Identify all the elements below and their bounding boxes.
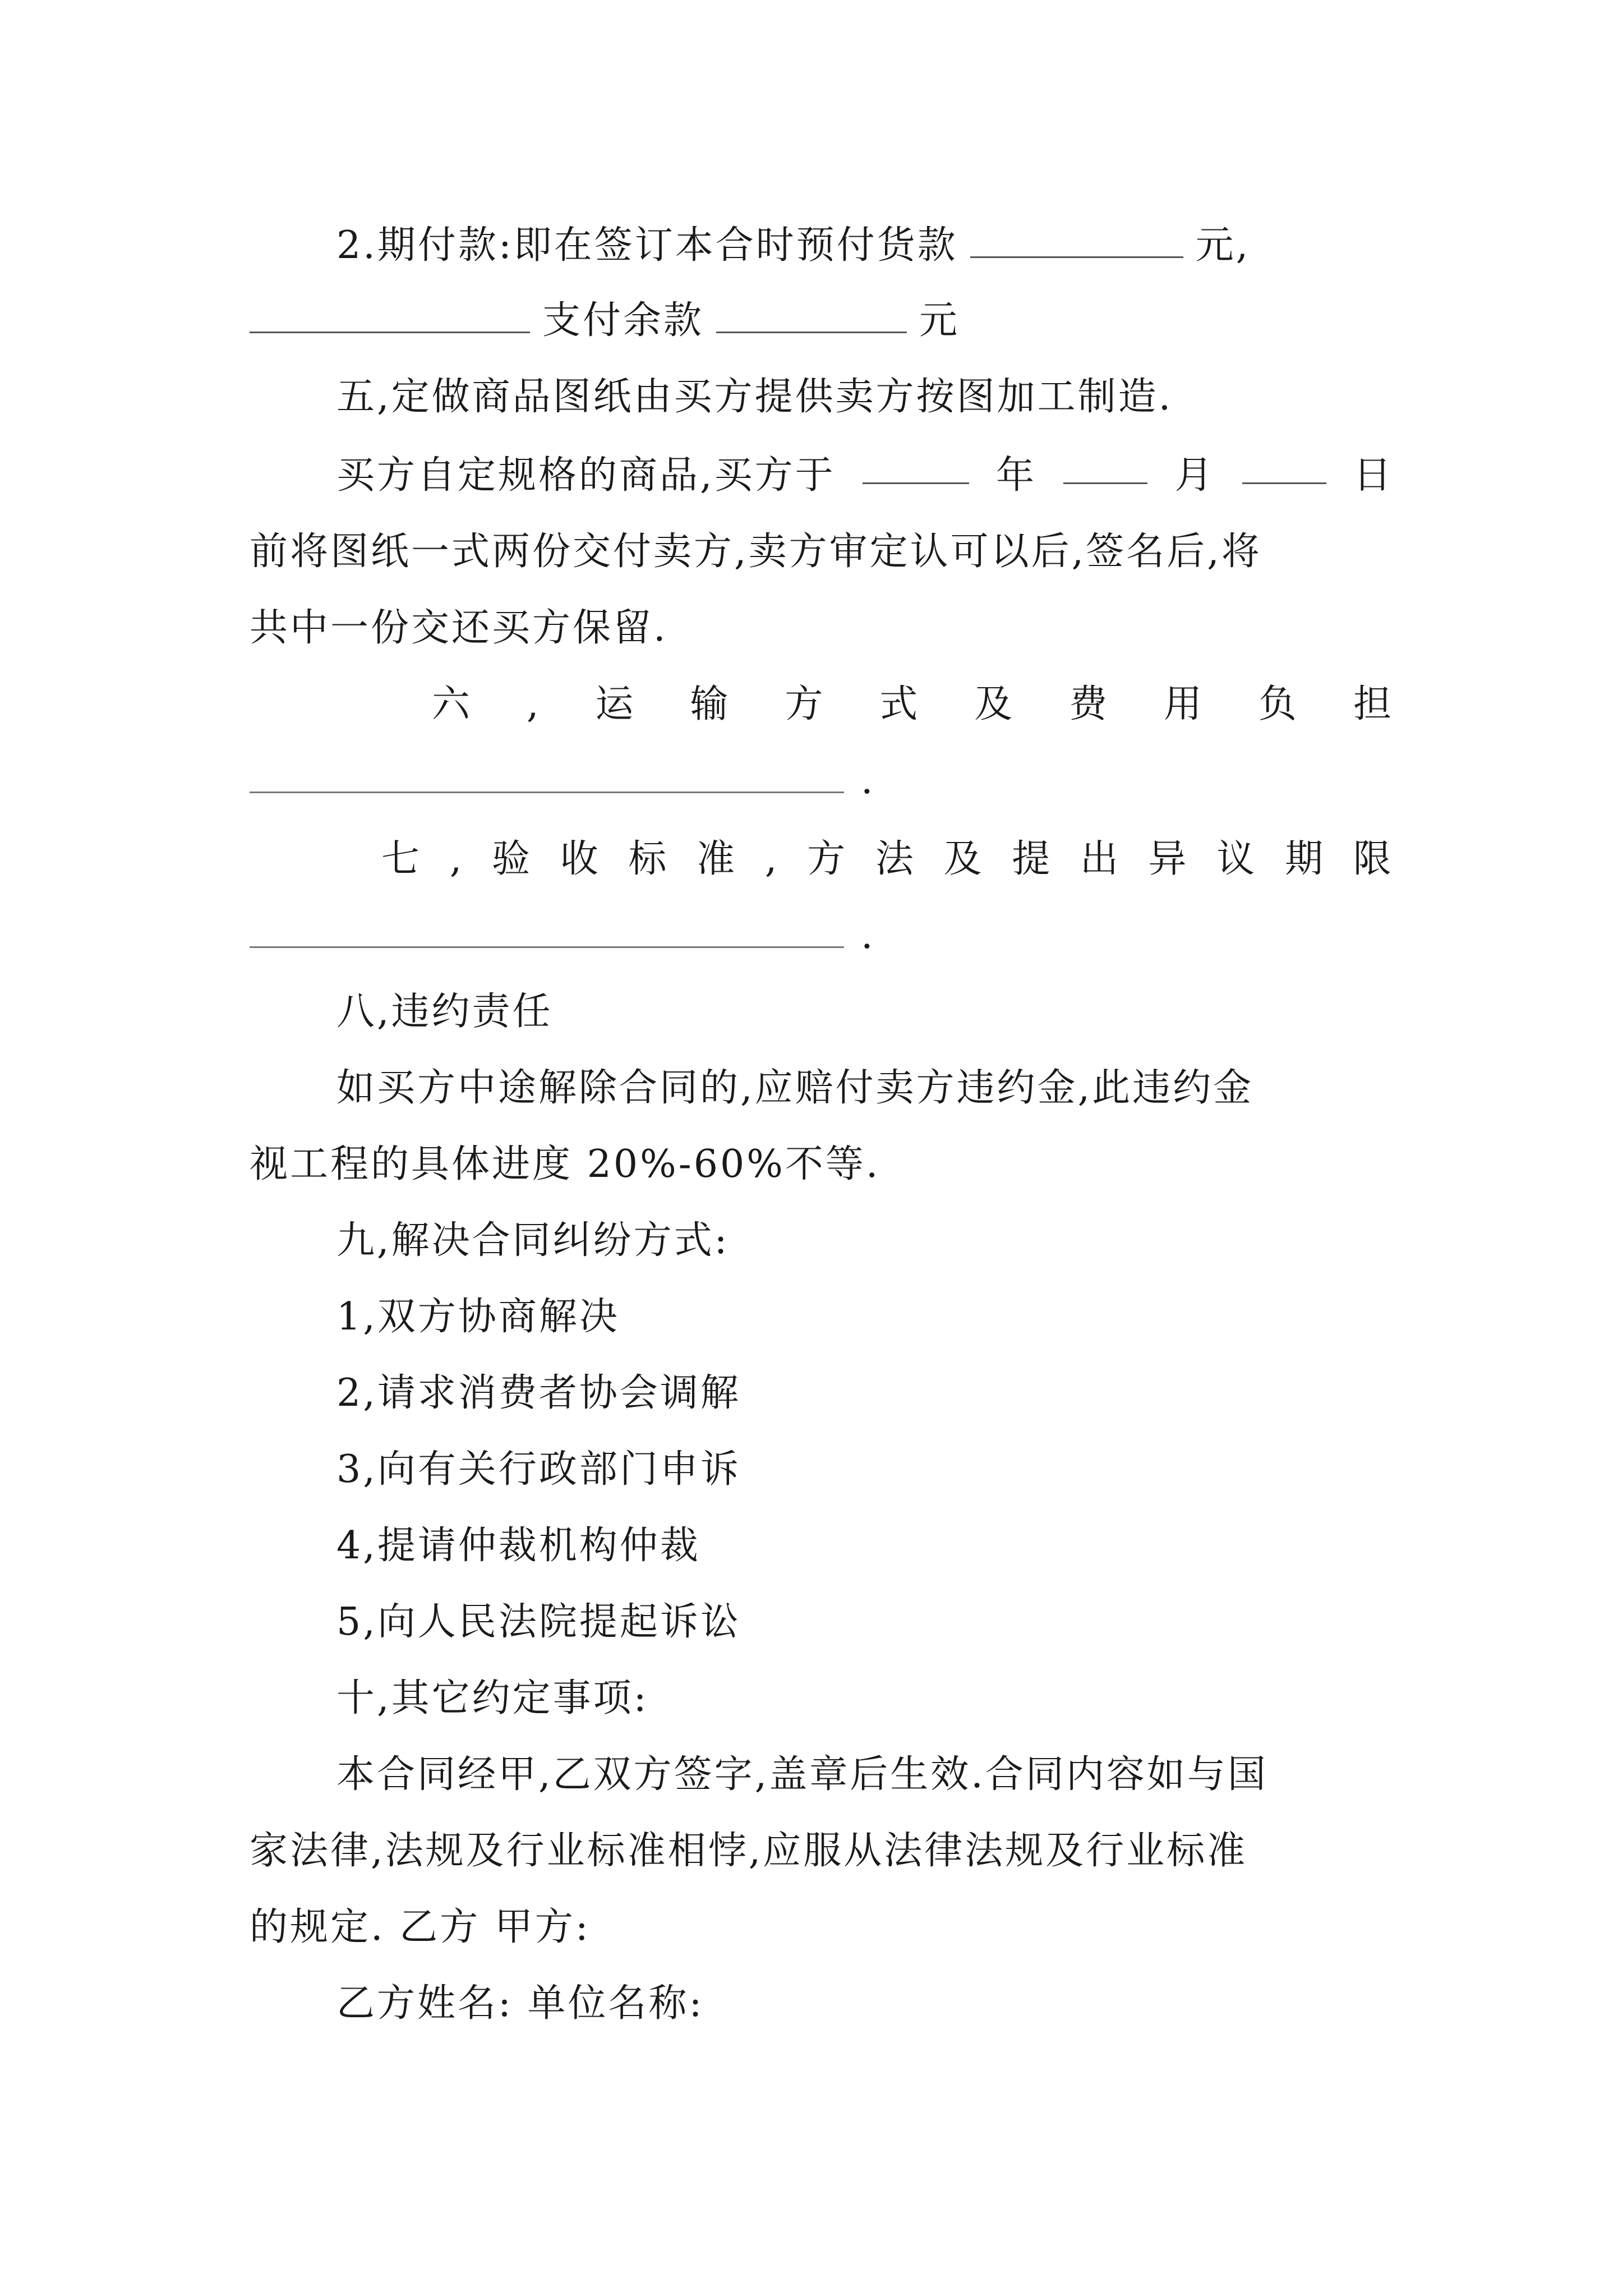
- month-label: 月: [1174, 453, 1215, 498]
- payment-unit: 元,: [1195, 223, 1251, 268]
- balance-text: 支付余款: [542, 298, 704, 343]
- section7-char: 限: [1353, 837, 1394, 881]
- signature-line: 乙方姓名: 单位名称:: [336, 1981, 704, 2026]
- balance-unit: 元: [919, 298, 960, 343]
- section5-heading: 五,定做商品图纸由买方提供卖方按图加工制造.: [336, 375, 1173, 419]
- section6-end: .: [861, 758, 875, 803]
- section7-end: .: [861, 913, 875, 958]
- section10-para-line1: 本合同经甲,乙双方签字,盖章后生效.合同内容如与国: [336, 1752, 1268, 1797]
- section5-para-start: 买方自定规格的商品,买方于: [336, 453, 836, 498]
- year-blank: [863, 442, 969, 484]
- payment-line-1: [336, 212, 1394, 279]
- section7-char: 期: [1285, 837, 1326, 881]
- section9-item: 5,向人民法院提起诉讼: [336, 1600, 741, 1644]
- section10-para-line3: 的规定. 乙方 甲方:: [250, 1905, 591, 1949]
- section6-char: 费: [1069, 682, 1110, 726]
- section7-char: 提: [1012, 837, 1053, 881]
- day-label: 日: [1353, 453, 1394, 498]
- section9-item: 2,请求消费者协会调解: [336, 1371, 741, 1415]
- section6-char: 输: [690, 682, 731, 726]
- section7-char: 异: [1148, 837, 1189, 881]
- section7-blank-line: [250, 902, 1394, 969]
- section8-para-line2: 视工程的具体进度 20%-60%不等.: [250, 1142, 880, 1186]
- advance-amount-blank: [970, 216, 1183, 258]
- day-blank: [1242, 442, 1326, 484]
- section7-char: ,: [764, 837, 780, 881]
- section5-para-line1: [336, 442, 1394, 509]
- section6-char: 式: [879, 682, 920, 726]
- balance-amount-blank: [716, 291, 907, 333]
- section9-item: 4,提请仲裁机构仲裁: [336, 1524, 700, 1568]
- section9-item: 1,双方协商解决: [336, 1295, 620, 1339]
- section6-char: 运: [595, 682, 636, 726]
- payment-text: 2.期付款:即在签订本合时预付货款: [336, 223, 958, 268]
- section7-char: 七: [381, 837, 422, 881]
- section8-heading: 八,违约责任: [336, 990, 553, 1034]
- section6-char: 及: [974, 682, 1015, 726]
- section7-char: 标: [628, 837, 669, 881]
- section5-para-line2: 前将图纸一式两份交付卖方,卖方审定认可以后,签名后,将: [250, 530, 1262, 574]
- section10-heading: 十,其它约定事项:: [336, 1676, 649, 1720]
- section10-para-line2: 家法律,法规及行业标准相悖,应服从法律法规及行业标准: [250, 1829, 1248, 1873]
- section7-char: 法: [875, 837, 916, 881]
- section6-heading: [432, 671, 1394, 738]
- section6-blank-line: [250, 747, 1394, 815]
- section9-item: 3,向有关行政部门申诉: [336, 1447, 741, 1492]
- section6-char: ,: [526, 682, 541, 726]
- section7-char: 议: [1216, 837, 1257, 881]
- section6-char: 六: [432, 682, 473, 726]
- section7-heading: [381, 826, 1394, 893]
- year-label: 年: [996, 453, 1037, 498]
- section7-char: 收: [560, 837, 601, 881]
- section7-char: 准: [697, 837, 737, 881]
- section6-char: 负: [1258, 682, 1299, 726]
- section7-char: 出: [1080, 837, 1121, 881]
- section7-char: 方: [807, 837, 848, 881]
- section6-char: 用: [1164, 682, 1205, 726]
- section8-para-line1: 如买方中途解除合同的,应赔付卖方违约金,此违约金: [336, 1066, 1254, 1110]
- section5-para-line3: 共中一份交还买方保留.: [250, 606, 668, 650]
- section6-char: 担: [1353, 682, 1394, 726]
- section7-char: 验: [492, 837, 533, 881]
- payment-line-2: [250, 287, 1394, 355]
- section9-heading: 九,解决合同纠纷方式:: [336, 1218, 730, 1263]
- month-blank: [1063, 442, 1147, 484]
- section7-char: ,: [449, 837, 464, 881]
- section6-char: 方: [785, 682, 826, 726]
- transport-blank: [250, 758, 844, 793]
- section7-char: 及: [943, 837, 984, 881]
- balance-date-blank: [250, 291, 530, 333]
- inspection-blank: [250, 913, 844, 948]
